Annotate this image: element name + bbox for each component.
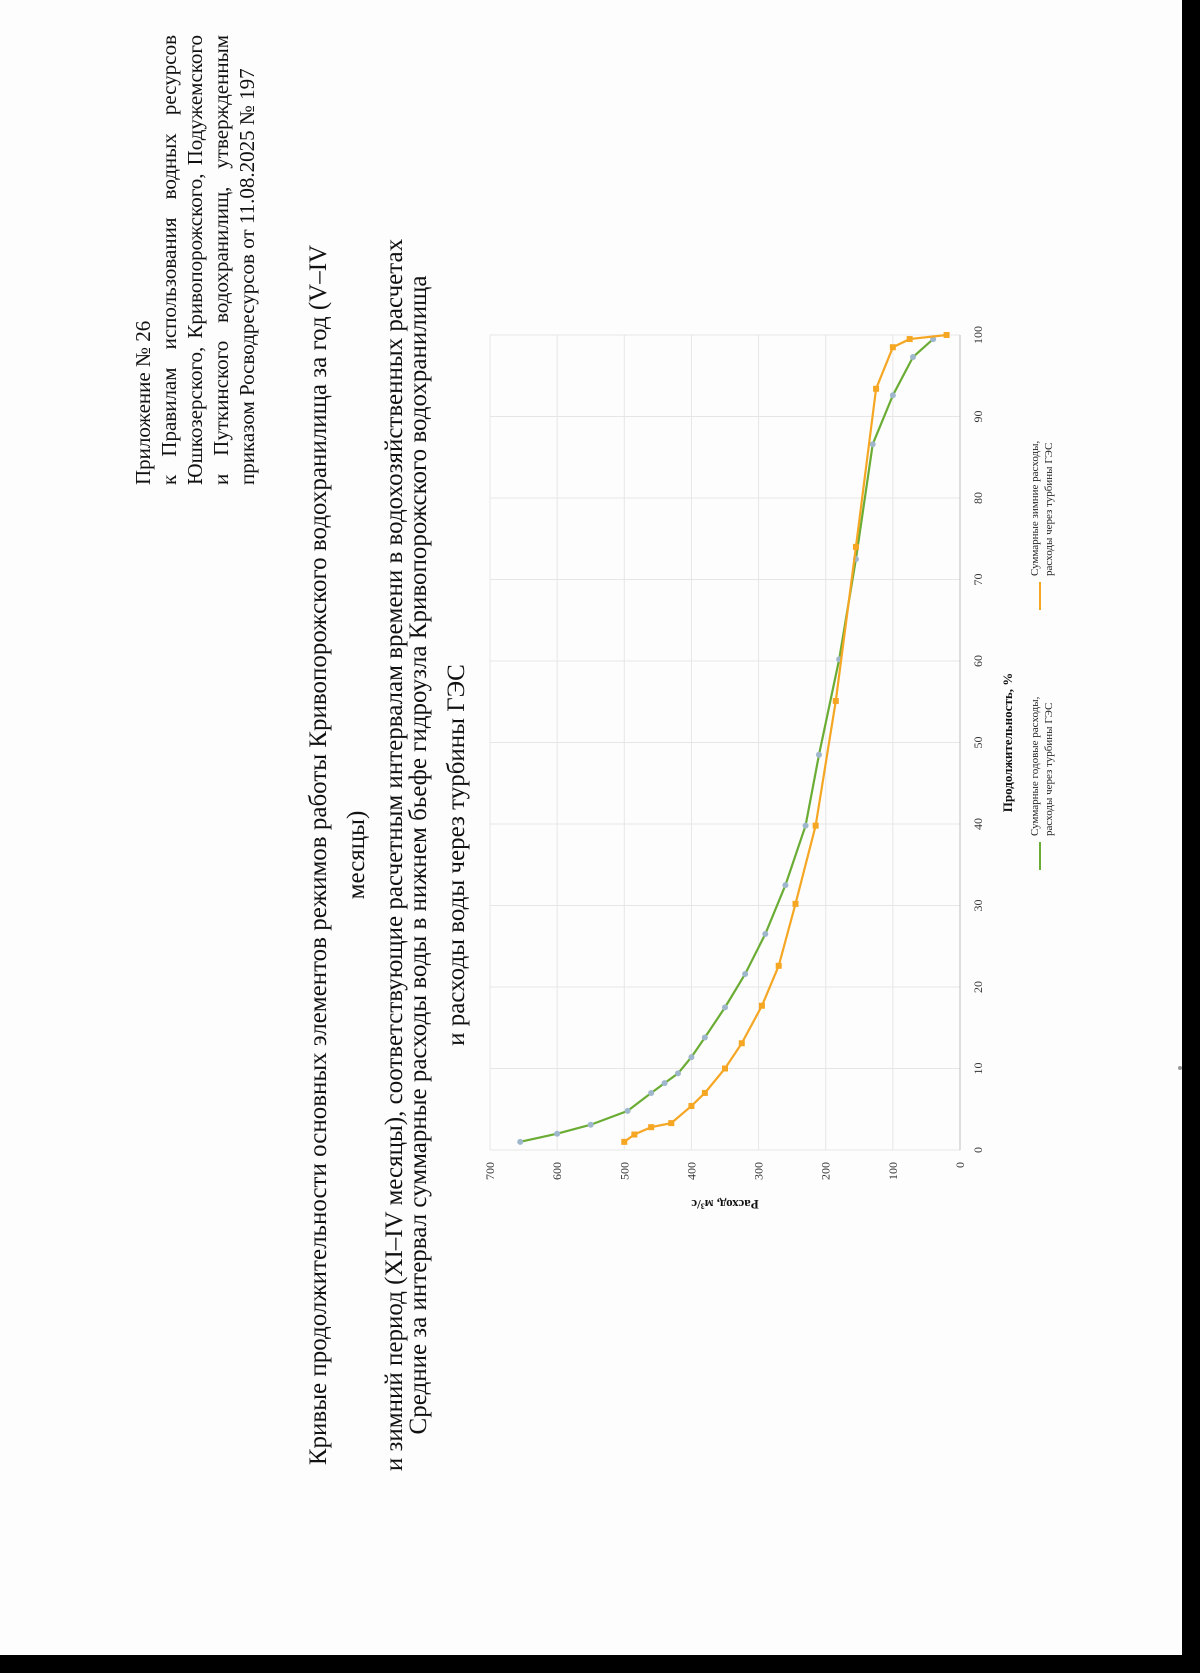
data-point	[890, 344, 896, 350]
x-tick-label: 70	[971, 573, 985, 586]
y-tick-label: 300	[751, 1162, 766, 1180]
x-tick-label: 100	[971, 326, 985, 344]
data-point	[816, 752, 822, 758]
data-point	[688, 1054, 694, 1060]
data-point	[759, 1003, 765, 1009]
x-tick-label: 90	[971, 410, 985, 423]
data-point	[688, 1103, 694, 1109]
data-point	[793, 901, 799, 907]
data-point	[517, 1139, 523, 1145]
legend-label: расходы через турбины ГЭС	[1043, 702, 1055, 836]
series-1	[517, 336, 936, 1145]
data-point	[675, 1070, 681, 1076]
x-axis-title: Продолжительность, %	[1000, 672, 1015, 813]
x-tick-label: 50	[971, 736, 985, 749]
x-tick-label: 0	[971, 1147, 985, 1153]
caption-line: и расходы воды через турбины ГЭС	[443, 664, 470, 1046]
x-tick-label: 10	[971, 1062, 985, 1075]
y-tick-label: 500	[617, 1162, 632, 1180]
data-point	[662, 1080, 668, 1086]
data-point	[890, 392, 896, 398]
chart-legend	[1029, 440, 1055, 870]
series-2	[621, 332, 949, 1145]
chart-series	[517, 332, 949, 1145]
appendix-line: и Путкинского водохранилищ, утвержденным	[209, 35, 233, 485]
data-point	[813, 823, 819, 829]
data-point	[722, 1066, 728, 1072]
data-point	[853, 544, 859, 550]
series-line	[624, 335, 946, 1142]
y-tick-label: 600	[550, 1162, 565, 1180]
data-point	[907, 336, 913, 342]
series-line	[520, 339, 933, 1142]
data-point	[742, 971, 748, 977]
data-point	[944, 332, 950, 338]
data-point	[702, 1090, 708, 1096]
appendix-line: приказом Росводресурсов от 11.08.2025 № 197	[235, 68, 259, 485]
x-tick-label: 40	[971, 818, 985, 830]
data-point	[702, 1035, 708, 1041]
legend-item	[1029, 440, 1055, 610]
x-tick-label: 30	[971, 899, 985, 912]
x-tick-label: 80	[971, 492, 985, 504]
x-tick-label: 60	[971, 655, 985, 667]
data-point	[588, 1122, 594, 1128]
y-axis-title: Расход, м³/с	[691, 1197, 759, 1212]
y-tick-label: 0	[953, 1162, 967, 1168]
data-point	[870, 441, 876, 447]
data-point	[762, 931, 768, 937]
data-point	[739, 1040, 745, 1046]
data-point	[833, 698, 839, 704]
y-tick-label: 100	[885, 1162, 900, 1180]
legend-label: расходы через турбины ГЭС	[1043, 442, 1055, 576]
title-line: и зимний период (XI–IV месяцы), соответствующие расчетным интервалам времени в водохозяйственных расчетах	[381, 238, 408, 1472]
data-point	[782, 882, 788, 888]
y-tick-label: 400	[684, 1162, 699, 1180]
appendix-line: Юшкозерского, Кривопорожского, Подужемского	[183, 35, 207, 485]
caption-line: Средние за интервал суммарные расходы воды в нижнем бьефе гидроузла Кривопорожского водохранилища	[405, 275, 432, 1435]
data-point	[554, 1131, 560, 1137]
data-point	[648, 1090, 654, 1096]
punch-mark	[1178, 1066, 1182, 1070]
y-tick-label: 700	[483, 1162, 497, 1180]
data-point	[910, 354, 916, 360]
data-point	[668, 1120, 674, 1126]
data-point	[776, 963, 782, 969]
x-tick-label: 20	[971, 981, 985, 993]
data-point	[648, 1124, 654, 1130]
data-point	[722, 1004, 728, 1010]
title-line: Кривые продолжительности основных элементов режимов работы Кривопорожского водохранилища за год (V–IV месяцы)	[305, 244, 370, 1466]
appendix-number: Приложение № 26	[131, 320, 155, 485]
data-point	[873, 386, 879, 392]
appendix-line: к Правилам использования водных ресурсов	[157, 35, 181, 485]
data-point	[621, 1139, 627, 1145]
y-tick-label: 200	[818, 1162, 833, 1180]
legend-label: Суммарные зимние расходы,	[1029, 440, 1041, 576]
data-point	[803, 823, 809, 829]
chart-gridlines	[490, 335, 960, 1150]
chart-axes	[483, 326, 1015, 1212]
data-point	[631, 1132, 637, 1138]
legend-item	[1029, 696, 1055, 870]
data-point	[625, 1108, 631, 1114]
legend-label: Суммарные годовые расходы,	[1029, 696, 1041, 836]
